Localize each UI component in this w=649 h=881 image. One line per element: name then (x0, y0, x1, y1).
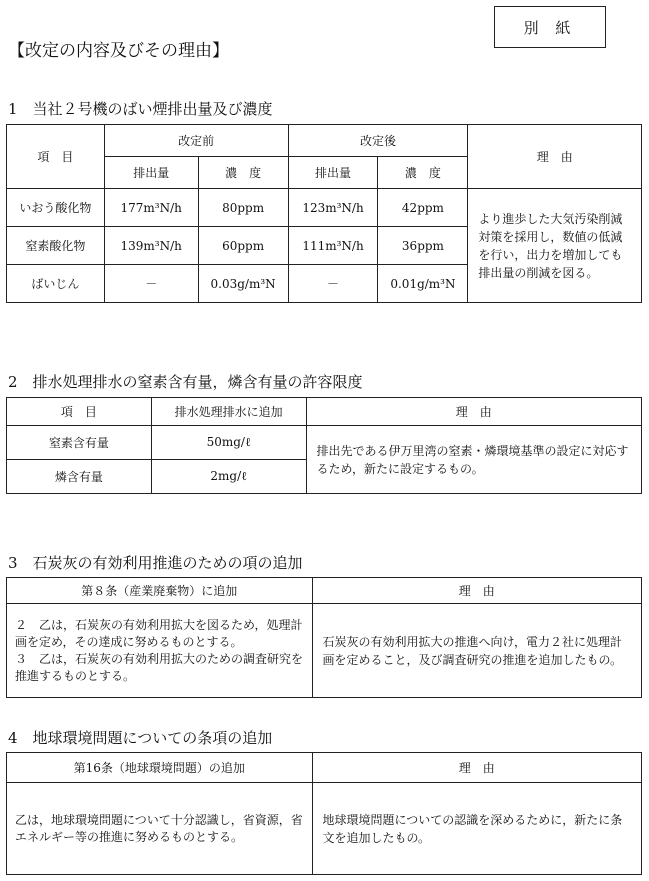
section-4-heading: 4 地球環境問題についての条項の追加 (8, 729, 273, 747)
clause-header: 第16条（地球環境問題）の追加 (7, 753, 313, 783)
col-reason-header: 理 由 (306, 398, 641, 426)
row-value: 2mg/ℓ (151, 460, 306, 494)
emissions-table (6, 124, 642, 303)
after-conc: 42ppm (378, 189, 468, 227)
wastewater-table (6, 397, 642, 494)
row-value: 50mg/ℓ (151, 426, 306, 460)
reason-text: 石炭灰の有効利用拡大の推進へ向け，電力２社に処理計画を定めること，及び調査研究の推進を追加したもの。 (312, 604, 641, 698)
before-emission: 139m³N/h (104, 227, 198, 265)
before-emission: 177m³N/h (104, 189, 198, 227)
row-item: 窒素含有量 (7, 426, 152, 460)
attachment-label: 別 紙 (494, 6, 606, 48)
reason-text: より進歩した大気汚染削減対策を採用し，数値の低減を行い，出力を増加しても排出量の削減を図る。 (468, 189, 642, 303)
table-row (7, 189, 642, 227)
after-emission: 111m³N/h (288, 227, 378, 265)
before-emission-header: 排出量 (104, 157, 198, 189)
col-item-header: 項 目 (7, 398, 152, 426)
after-conc-header: 濃 度 (378, 157, 468, 189)
after-emission: 123m³N/h (288, 189, 378, 227)
coal-ash-table (6, 577, 642, 698)
before-conc: 80ppm (198, 189, 288, 227)
col-item-header: 項 目 (7, 125, 105, 189)
section-2-heading: 2 排水処理排水の窒素含有量，燐含有量の許容限度 (8, 373, 363, 391)
col-reason-header: 理 由 (312, 753, 641, 783)
before-emission: － (104, 265, 198, 303)
before-conc-header: 濃 度 (198, 157, 288, 189)
after-emission-header: 排出量 (288, 157, 378, 189)
col-added-header: 排水処理排水に追加 (151, 398, 306, 426)
section-1-heading: 1 当社２号機のばい煙排出量及び濃度 (8, 100, 273, 118)
row-item: 燐含有量 (7, 460, 152, 494)
before-conc: 0.03g/m³N (198, 265, 288, 303)
col-reason-header: 理 由 (312, 578, 641, 604)
clause-item-3: ３ 乙は，石炭灰の有効利用拡大のための調査研究を推進するものとする。 (15, 651, 304, 683)
reason-text: 排出先である伊万里湾の窒素・燐環境基準の設定に対応するため，新たに設定するもの。 (306, 426, 641, 494)
row-item: ばいじん (7, 265, 105, 303)
reason-text: 地球環境問題についての認識を深めるために，新たに条文を追加したもの。 (312, 783, 641, 875)
clause-item-2: ２ 乙は，石炭灰の有効利用拡大を図るため，処理計画を定め，その達成に努めるものとする。 (15, 617, 303, 649)
before-conc: 60ppm (198, 227, 288, 265)
row-item: いおう酸化物 (7, 189, 105, 227)
clause-text: 乙は，地球環境問題について十分認識し，省資源，省エネルギー等の推進に努めるものとする。 (7, 783, 313, 875)
col-reason-header: 理 由 (468, 125, 642, 189)
after-emission: － (288, 265, 378, 303)
clause-text (7, 604, 313, 698)
section-3-heading: 3 石炭灰の有効利用推進のための項の追加 (8, 554, 303, 572)
clause-header: 第８条（産業廃棄物）に追加 (7, 578, 313, 604)
page-title: 【改定の内容及びその理由】 (8, 41, 229, 61)
after-conc: 0.01g/m³N (378, 265, 468, 303)
col-after-header: 改定後 (288, 125, 468, 157)
table-row (7, 426, 642, 460)
col-before-header: 改定前 (104, 125, 288, 157)
after-conc: 36ppm (378, 227, 468, 265)
global-env-table (6, 752, 642, 875)
row-item: 窒素酸化物 (7, 227, 105, 265)
